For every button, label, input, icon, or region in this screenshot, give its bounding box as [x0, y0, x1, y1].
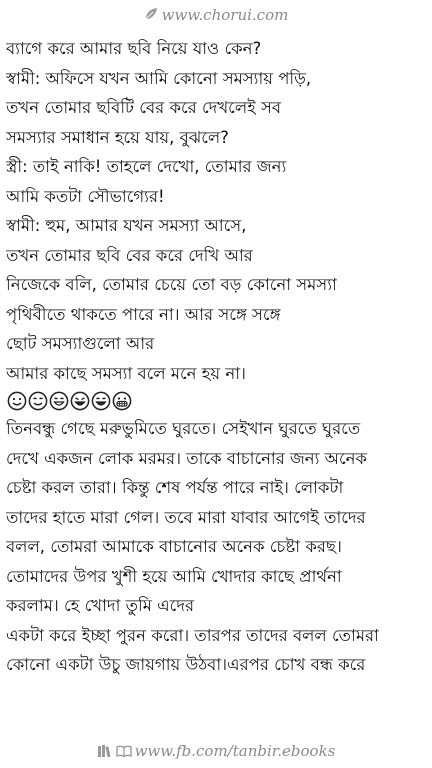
text-line: একটা করে ইচ্ছা পুরন করো। তারপর তাদের বলল তোমরা: [6, 625, 379, 645]
text-line: তিনবন্ধু গেছে মরুভুমিতে ঘুরতে। সেইখান ঘুরতে ঘুরতে: [6, 419, 361, 438]
leaf-icon: [144, 7, 158, 21]
text-line: স্ত্রী: তাই নাকি! তাহলে দেখো, তোমার জন্য: [6, 157, 287, 176]
text-line: আমার কাছে সমস্যা বলে মনে হয় না।: [6, 363, 246, 383]
open-book-icon: [116, 744, 132, 758]
joke-2: [6, 414, 426, 680]
grin-emoji: [49, 391, 69, 411]
text-line: বলল, তোমরা আমাকে বাচানোর অনেক চেষ্টা করছ।: [6, 537, 342, 556]
text-line: কোনো একটা উচু জায়গায় উঠবা।এরপর চোখ বন্ধ করে: [6, 655, 366, 674]
text-line: তাদের হাতে মারা গেল। তবে মারা যাবার আগেই তাদের: [6, 507, 366, 527]
text-line: স্বামী: হুম, আমার যখন সমস্যা আসে,: [6, 216, 247, 235]
text-line: নিজেকে বলি, তোমার চেয়ে তো বড় কোনো সমস্যা: [6, 275, 337, 294]
text-line: স্বামী: অফিসে যখন আমি কোনো সমস্যায় পড়ি,: [6, 68, 312, 88]
site-header: [0, 4, 432, 26]
page-content: [6, 34, 426, 680]
text-line: তখন তোমার ছবি বের করে দেখি আর: [6, 245, 253, 265]
text-line: চেষ্টা করল তারা। কিন্তু শেষ পর্যন্ত পারে নাই। লোকটা: [6, 478, 344, 497]
teeth-grin-emoji: [112, 391, 132, 411]
text-line: সমস্যার সমাধান হয়ে যায়, বুঝলে?: [6, 127, 229, 147]
site-footer: [0, 740, 432, 762]
text-line: ছোট সমস্যাগুলো আর: [6, 334, 155, 353]
joke-1: [6, 34, 426, 388]
laugh-emoji: [70, 391, 90, 411]
text-line: তখন তোমার ছবিটি বের করে দেখলেই সব: [6, 98, 282, 117]
smile-emoji: [28, 391, 48, 411]
text-line: পৃথিবীতে থাকতে পারে না। আর সঙ্গে সঙ্গে: [6, 304, 281, 324]
text-line: করলাম। হে খোদা তুমি এদের: [6, 596, 195, 615]
text-line: তোমাদের উপর খুশী হয়ে আমি খোদার কাছে প্রার্থনা: [6, 566, 342, 586]
site-url[interactable]: www.chorui.com: [161, 6, 289, 24]
text-line: আমি কতটা সৌভাগ্যের!: [6, 186, 165, 206]
laugh-emoji: [91, 391, 111, 411]
text-line: দেখে একজন লোক মরমর। তাকে বাচানোর জন্য অনেক: [6, 448, 367, 468]
text-line: ব্যাগে করে আমার ছবি নিয়ে যাও কেন?: [6, 39, 262, 58]
books-icon: [97, 744, 113, 758]
smile-emoji: [7, 391, 27, 411]
facebook-link[interactable]: www.fb.com/tanbir.ebooks: [134, 742, 336, 760]
emoji-row: [6, 388, 426, 414]
